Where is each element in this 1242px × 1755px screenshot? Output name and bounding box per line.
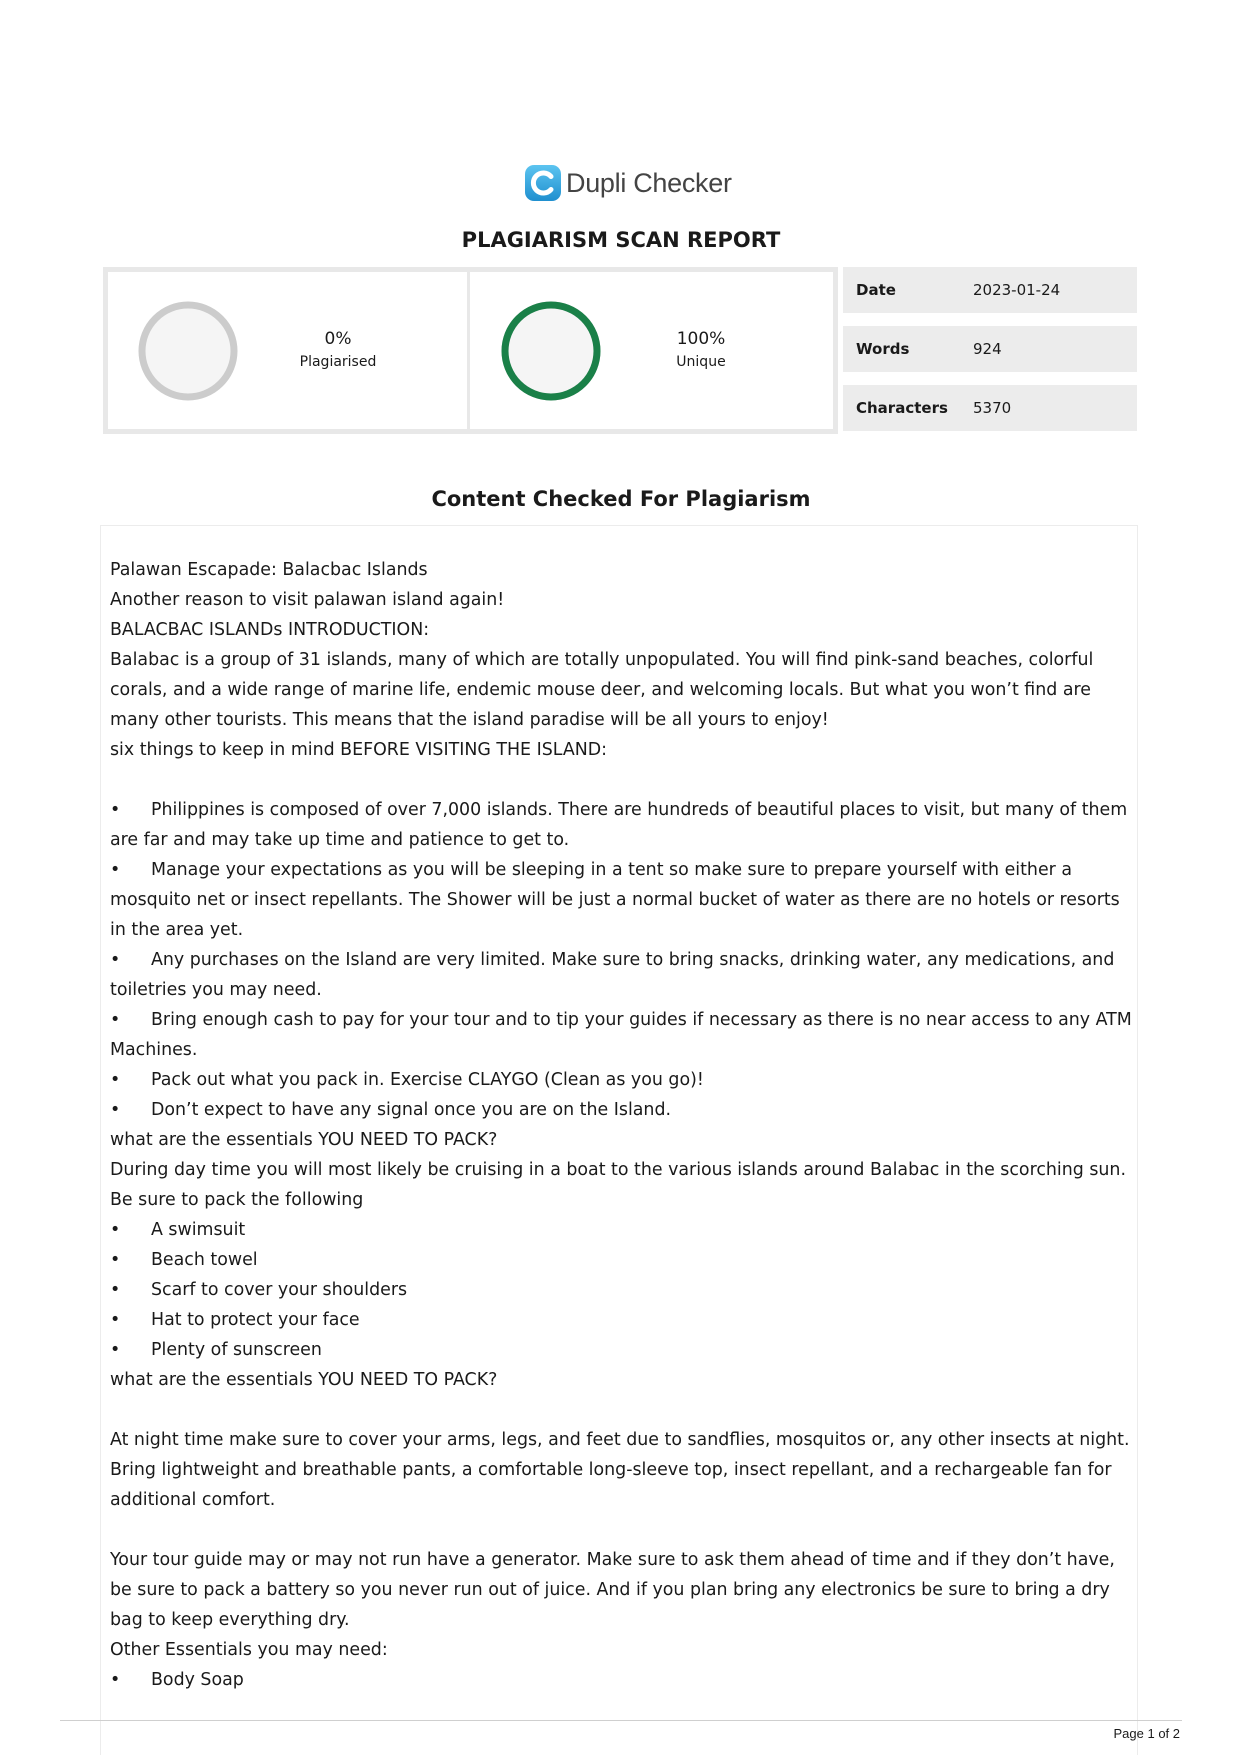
bullet-icon: • — [110, 1010, 121, 1030]
stat-key: Words — [856, 340, 910, 358]
blank-line — [110, 1395, 1134, 1425]
list-item-text: Bring enough cash to pay for your tour and to tip your guides if necessary as there is no near access to any ATM Machines. — [110, 1010, 1132, 1060]
blank-line — [110, 1515, 1134, 1545]
plagiarised-ring — [137, 300, 239, 402]
unique-percent: 100% — [676, 329, 726, 349]
plagiarised-percent: 0% — [324, 329, 352, 349]
list-item — [110, 1065, 1134, 1095]
stat-row-characters — [843, 385, 1137, 431]
list-item-text: Hat to protect your face — [151, 1310, 360, 1330]
content-paragraph: Your tour guide may or may not run have a generator. Make sure to ask them ahead of time and if they don’t have, be sure to pack a battery so you never run out of juice. And if you plan bring any electronics be sure to bring a dry bag to keep everything dry. — [110, 1550, 1115, 1630]
list-item-text: Body Soap — [151, 1670, 244, 1690]
bullet-icon: • — [110, 950, 121, 970]
stat-value: 2023-01-24 — [973, 281, 1061, 299]
bullet-icon: • — [110, 860, 121, 880]
list-item-text: Don’t expect to have any signal once you are on the Island. — [151, 1100, 672, 1120]
logo-text: Dupli Checker — [566, 167, 732, 198]
list-item — [110, 855, 1134, 945]
list-item — [110, 1335, 1134, 1365]
score-divider — [467, 272, 470, 429]
content-line: six things to keep in mind BEFORE VISITING THE ISLAND: — [110, 740, 607, 760]
stat-value: 924 — [973, 340, 1002, 358]
content-paragraph: During day time you will most likely be cruising in a boat to the various islands around Balabac in the scorching sun. Be sure to pack the following — [110, 1160, 1126, 1210]
list-item — [110, 1215, 1134, 1245]
list-item — [110, 1245, 1134, 1275]
list-item-text: Manage your expectations as you will be sleeping in a tent so make sure to prepare yourself with either a mosquito net or insect repellants. The Shower will be just a normal bucket of water as there are no hotels or resorts in the area yet. — [110, 860, 1120, 940]
blank-line — [110, 765, 1134, 795]
list-item-text: A swimsuit — [151, 1220, 246, 1240]
stat-row-date — [843, 267, 1137, 313]
duplichecker-logo — [524, 164, 732, 202]
duplichecker-logo-icon — [524, 164, 562, 202]
plagiarised-label: Plagiarised — [299, 354, 377, 370]
content-line: Another reason to visit palawan island again! — [110, 590, 505, 610]
list-item-text: Scarf to cover your shoulders — [151, 1280, 408, 1300]
bullet-icon: • — [110, 1670, 121, 1690]
list-item-text: Beach towel — [151, 1250, 258, 1270]
checked-content — [110, 555, 1134, 1695]
stat-key: Characters — [856, 399, 948, 417]
content-line: Other Essentials you may need: — [110, 1640, 388, 1660]
list-item-text: Plenty of sunscreen — [151, 1340, 322, 1360]
content-line: what are the essentials YOU NEED TO PACK? — [110, 1370, 498, 1390]
bullet-icon: • — [110, 1310, 121, 1330]
stat-row-words — [843, 326, 1137, 372]
content-line: what are the essentials YOU NEED TO PACK? — [110, 1130, 498, 1150]
list-item — [110, 1095, 1134, 1125]
list-item — [110, 1275, 1134, 1305]
unique-ring — [500, 300, 602, 402]
unique-label: Unique — [676, 354, 726, 370]
bullet-icon: • — [110, 1280, 121, 1300]
content-section-title: Content Checked For Plagiarism — [431, 487, 811, 511]
content-paragraph: At night time make sure to cover your arms, legs, and feet due to sandflies, mosquitos or, any other insects at night. Bring lightweight and breathable pants, a comfortable long-sleeve top, insect repellant, and a rechargeable fan for additional comfort. — [110, 1430, 1130, 1510]
bullet-icon: • — [110, 1340, 121, 1360]
content-paragraph: Balabac is a group of 31 islands, many of which are totally unpopulated. You will find pink-sand beaches, colorful corals, and a wide range of marine life, endemic mouse deer, and welcoming locals. But what you won’t find are many other tourists. This means that the island paradise will be all yours to enjoy! — [110, 650, 1094, 730]
content-line: Palawan Escapade: Balacbac Islands — [110, 560, 428, 580]
list-item-text: Any purchases on the Island are very limited. Make sure to bring snacks, drinking water, any medications, and toiletries you may need. — [110, 950, 1115, 1000]
bullet-icon: • — [110, 1100, 121, 1120]
list-item — [110, 795, 1134, 855]
list-item-text: Pack out what you pack in. Exercise CLAYGO (Clean as you go)! — [151, 1070, 704, 1090]
footer-divider — [60, 1720, 1182, 1721]
bullet-icon: • — [110, 1220, 121, 1240]
list-item — [110, 1005, 1134, 1065]
list-item — [110, 1305, 1134, 1335]
bullet-icon: • — [110, 1070, 121, 1090]
stat-value: 5370 — [973, 399, 1012, 417]
report-title: PLAGIARISM SCAN REPORT — [461, 228, 781, 252]
content-line: BALACBAC ISLANDs INTRODUCTION: — [110, 620, 430, 640]
stat-key: Date — [856, 281, 896, 299]
list-item — [110, 1665, 1134, 1695]
list-item — [110, 945, 1134, 1005]
bullet-icon: • — [110, 1250, 121, 1270]
bullet-icon: • — [110, 800, 121, 820]
page-number: Page 1 of 2 — [1113, 1726, 1180, 1741]
list-item-text: Philippines is composed of over 7,000 islands. There are hundreds of beautiful places to visit, but many of them are far and may take up time and patience to get to. — [110, 800, 1128, 850]
